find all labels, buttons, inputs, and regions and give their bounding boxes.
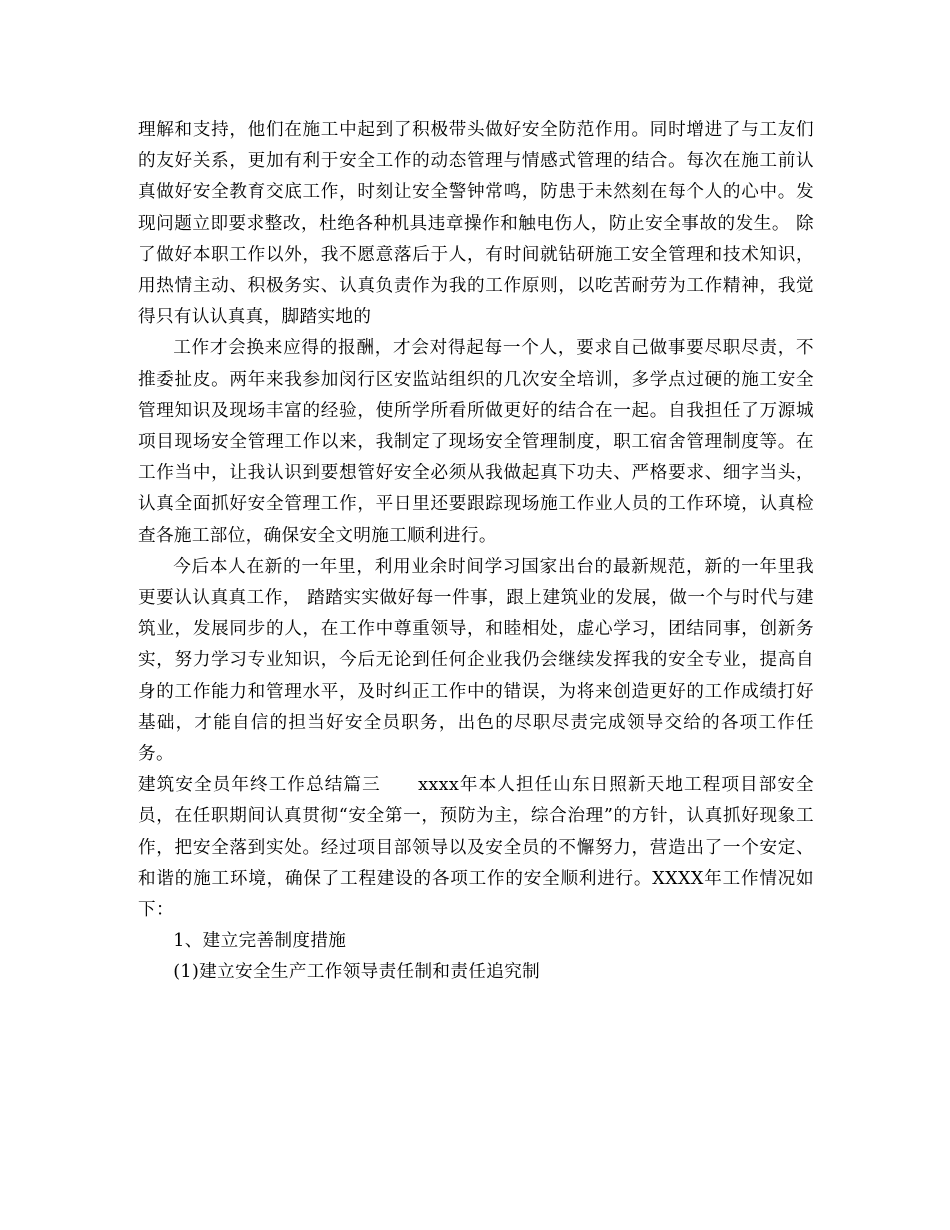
list-item-1-1: (1)建立安全生产工作领导责任制和责任追究制 (173, 962, 541, 983)
section-heading-paragraph: 建筑安全员年终工作总结篇三 xxxx年本人担任山东日照新天地工程项目部安全员，在任职期间认真贯彻“安全第一，预防为主，综合治理”的方针，认真抓好现象工作，把安全落到实处。经过项目部领导以及安全员的不懈努力，营造出了一个安定、和谐的施工环境，确保了工程建设的各项工作的安全顺利进行。XXXX年工作情况如下： (138, 775, 814, 921)
paragraph-3: 今后本人在新的一年里，利用业余时间学习国家出台的最新规范，新的一年里我更要认认真真工作， 踏踏实实做好每一件事，跟上建筑业的发展，做一个与时代与建筑业，发展同步的人，在工作中尊重领导，和睦相处，虚心学习，团结同事，创新务实，努力学习专业知识，今后无论到任何企业我仍会继续发挥我的安全专业，提高自身的工作能力和管理水平，及时纠正工作中的错误，为将来创造更好的工作成绩打好基础，才能自信的担当好安全员职务，出色的尽职尽责完成领导交给的各项工作任务。 (138, 556, 814, 765)
document-body (138, 115, 814, 989)
list-item-1: 1、建立完善制度措施 (173, 931, 347, 952)
paragraph-1: 理解和支持，他们在施工中起到了积极带头做好安全防范作用。同时增进了与工友们的友好关系，更加有利于安全工作的动态管理与情感式管理的结合。每次在施工前认真做好安全教育交底工作，时刻让安全警钟常鸣，防患于未然刻在每个人的心中。发现问题立即要求整改，杜绝各种机具违章操作和触电伤人，防止安全事故的发生。 除了做好本职工作以外，我不愿意落后于人，有时间就钻研施工安全管理和技术知识，用热情主动、积极务实、认真负责作为我的工作原则，以吃苦耐劳为工作精神，我觉得只有认认真真，脚踏实地的 (138, 120, 814, 328)
paragraph-2: 工作才会换来应得的报酬，才会对得起每一个人，要求自己做事要尽职尽责，不推委扯皮。两年来我参加闵行区安监站组织的几次安全培训，多学点过硬的施工安全管理知识及现场丰富的经验，使所学所看所做更好的结合在一起。自我担任了万源城项目现场安全管理工作以来，我制定了现场安全管理制度，职工宿舍管理制度等。在工作当中，让我认识到要想管好安全必须从我做起真下功夫、严格要求、细字当头，认真全面抓好安全管理工作，平日里还要跟踪现场施工作业人员的工作环境，认真检查各施工部位，确保安全文明施工顺利进行。 (138, 338, 814, 546)
